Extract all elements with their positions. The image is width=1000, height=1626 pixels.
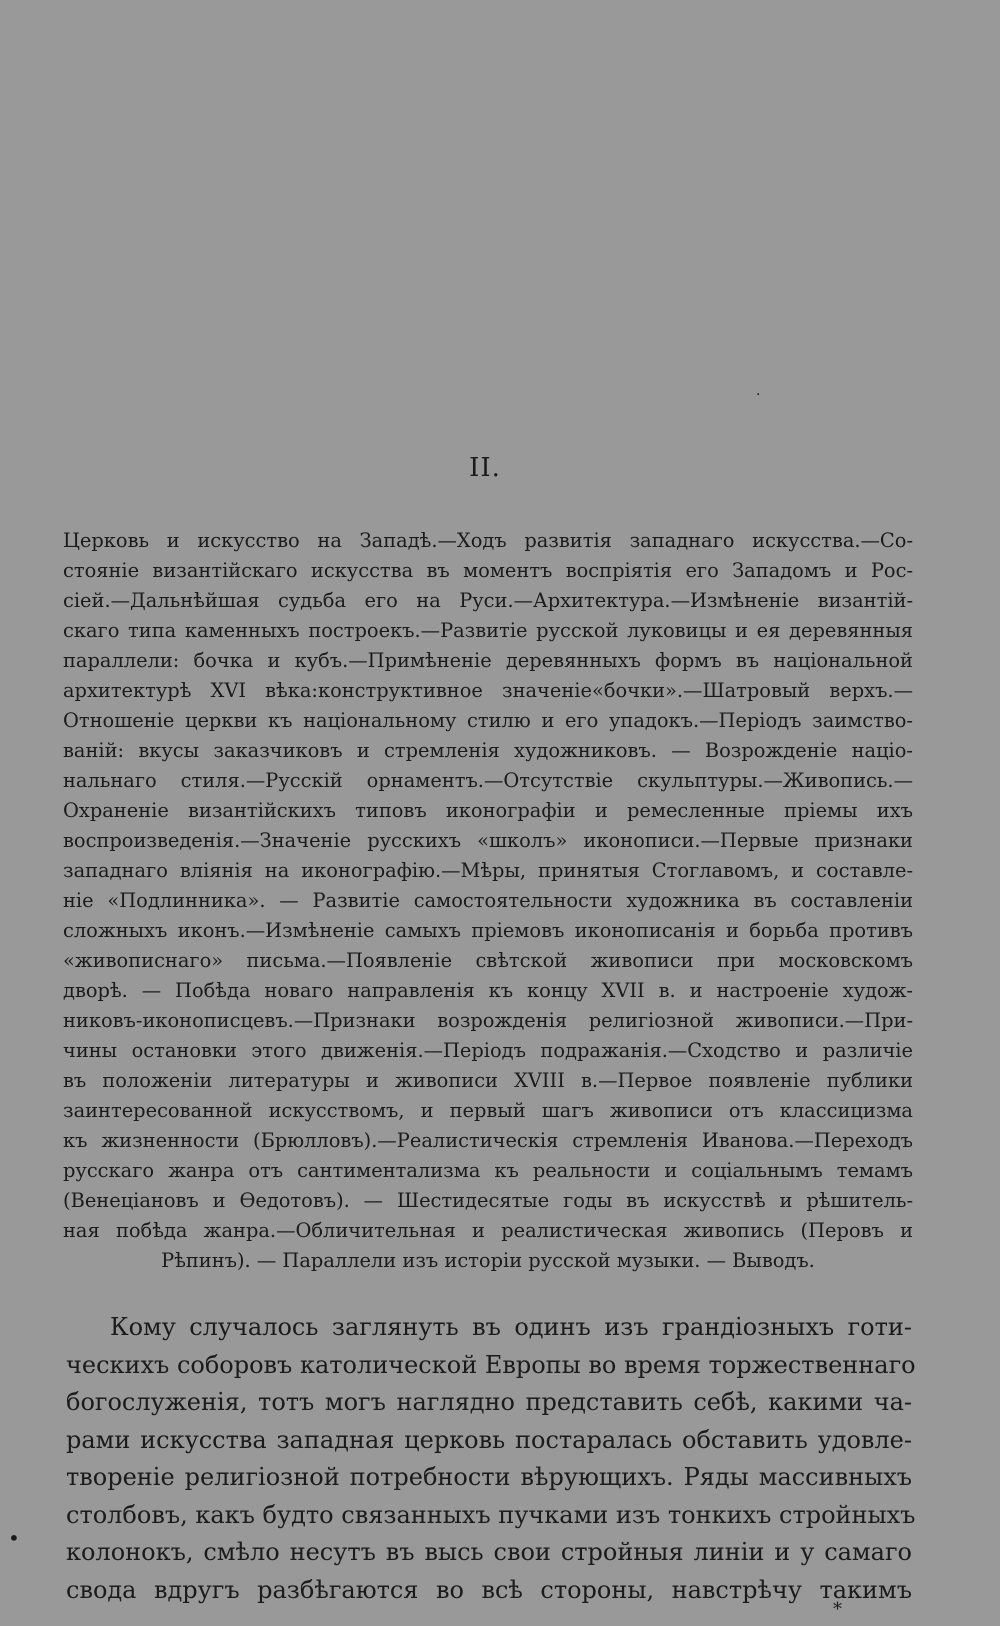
body-line: богослуженія, тотъ могъ наглядно представить себѣ, какими ча- — [66, 1388, 912, 1416]
summary-line-last: Рѣпинъ). — Параллели изъ исторіи русской музыки. — Выводъ. — [161, 1249, 815, 1272]
summary-line: къ жизненности (Брюлловъ).—Реалистическія стремленія Иванова.—Переходъ — [63, 1129, 913, 1152]
summary-line: Церковь и искусство на Западѣ.—Ходъ развитія западнаго искусства.—Со- — [63, 529, 913, 552]
summary-line: Отношеніе церкви къ національному стилю и его упадокъ.—Періодъ заимство- — [63, 709, 913, 732]
summary-line: «живописнаго» письма.—Появленіе свѣтской живописи при московскомъ — [63, 949, 913, 972]
summary-line: нальнаго стиля.—Русскій орнаментъ.—Отсутствіе скульптуры.—Живопись.— — [63, 769, 913, 792]
signature-mark: * — [833, 1599, 842, 1620]
summary-line: русскаго жанра отъ сантиментализма къ реальности и соціальнымъ темамъ — [63, 1159, 913, 1182]
summary-line: скаго типа каменныхъ построекъ.—Развитіе русской луковицы и ея деревянныя — [63, 619, 913, 642]
body-line-text: Кому случалось заглянуть въ одинъ изъ грандіозныхъ готи- — [110, 1313, 912, 1341]
summary-line: заинтересованной искусствомъ, и первый шагъ живописи отъ классицизма — [63, 1099, 913, 1122]
summary-line: ная побѣда жанра.—Обличительная и реалистическая живопись (Перовъ и — [63, 1219, 913, 1242]
body-line: рами искусства западная церковь постаралась обставить удовле- — [66, 1425, 912, 1454]
summary-line: въ положеніи литературы и живописи XVIII в.—Первое появленіе публики — [63, 1069, 913, 1092]
summary-line: Охраненіе византійскихъ типовъ иконографіи и ремесленные пріемы ихъ — [63, 799, 913, 822]
summary-line: стояніе византійскаго искусства въ моментъ воспріятія его Западомъ и Рос- — [63, 559, 913, 582]
summary-line: ніе «Подлинника». — Развитіе самостоятельности художника въ составленіи — [63, 889, 913, 912]
summary-line: параллели: бочка и кубъ.—Примѣненіе деревянныхъ формъ въ національной — [63, 649, 913, 672]
margin-dot-mark: • — [8, 1526, 20, 1550]
body-line-first — [66, 1309, 912, 1347]
body-line: колонокъ, смѣло несутъ въ высь свои стройныя линіи и у самаго — [66, 1538, 912, 1566]
summary-line: никовъ-иконописцевъ.—Признаки возрожденія религіозной живописи.—При- — [63, 1009, 913, 1032]
summary-line: архитектурѣ XVI вѣка:конструктивное значеніе«бочки».—Шатровый верхъ.— — [63, 679, 913, 702]
body-line: свода вдругъ разбѣгаются во всѣ стороны, навстрѣчу такимъ — [66, 1575, 912, 1604]
stray-dot-mark: · — [756, 387, 761, 403]
summary-line: (Венеціановъ и Ѳедотовъ). — Шестидесятые годы въ искусствѣ и рѣшитель- — [63, 1189, 913, 1212]
summary-line: чины остановки этого движенія.—Періодъ подражанія.—Сходство и различіе — [63, 1039, 913, 1062]
chapter-summary — [63, 526, 913, 1276]
chapter-number: II. — [469, 453, 501, 483]
body-line: твореніе религіозной потребности вѣрующихъ. Ряды массивныхъ — [66, 1463, 912, 1491]
summary-line: сіей.—Дальнѣйшая судьба его на Руси.—Архитектура.—Измѣненіе византій- — [63, 589, 913, 612]
summary-line: сложныхъ иконъ.—Измѣненіе самыхъ пріемовъ иконописанія и борьба противъ — [63, 919, 913, 942]
body-paragraph — [66, 1309, 916, 1609]
summary-line: дворѣ. — Побѣда новаго направленія къ концу XVII в. и настроеніе худож- — [63, 979, 913, 1002]
summary-line: ваній: вкусы заказчиковъ и стремленія художниковъ. — Возрожденіе націо- — [63, 739, 913, 762]
body-line: столбовъ, какъ будто связанныхъ пучками изъ тонкихъ стройныхъ — [66, 1500, 916, 1529]
summary-line: воспроизведенія.—Значеніе русскихъ «школъ» иконописи.—Первые признаки — [63, 829, 913, 852]
body-line: ческихъ соборовъ католической Европы во время торжественнаго — [66, 1350, 916, 1379]
summary-line: западнаго вліянія на иконографію.—Мѣры, принятыя Стоглавомъ, и составле- — [63, 859, 913, 882]
